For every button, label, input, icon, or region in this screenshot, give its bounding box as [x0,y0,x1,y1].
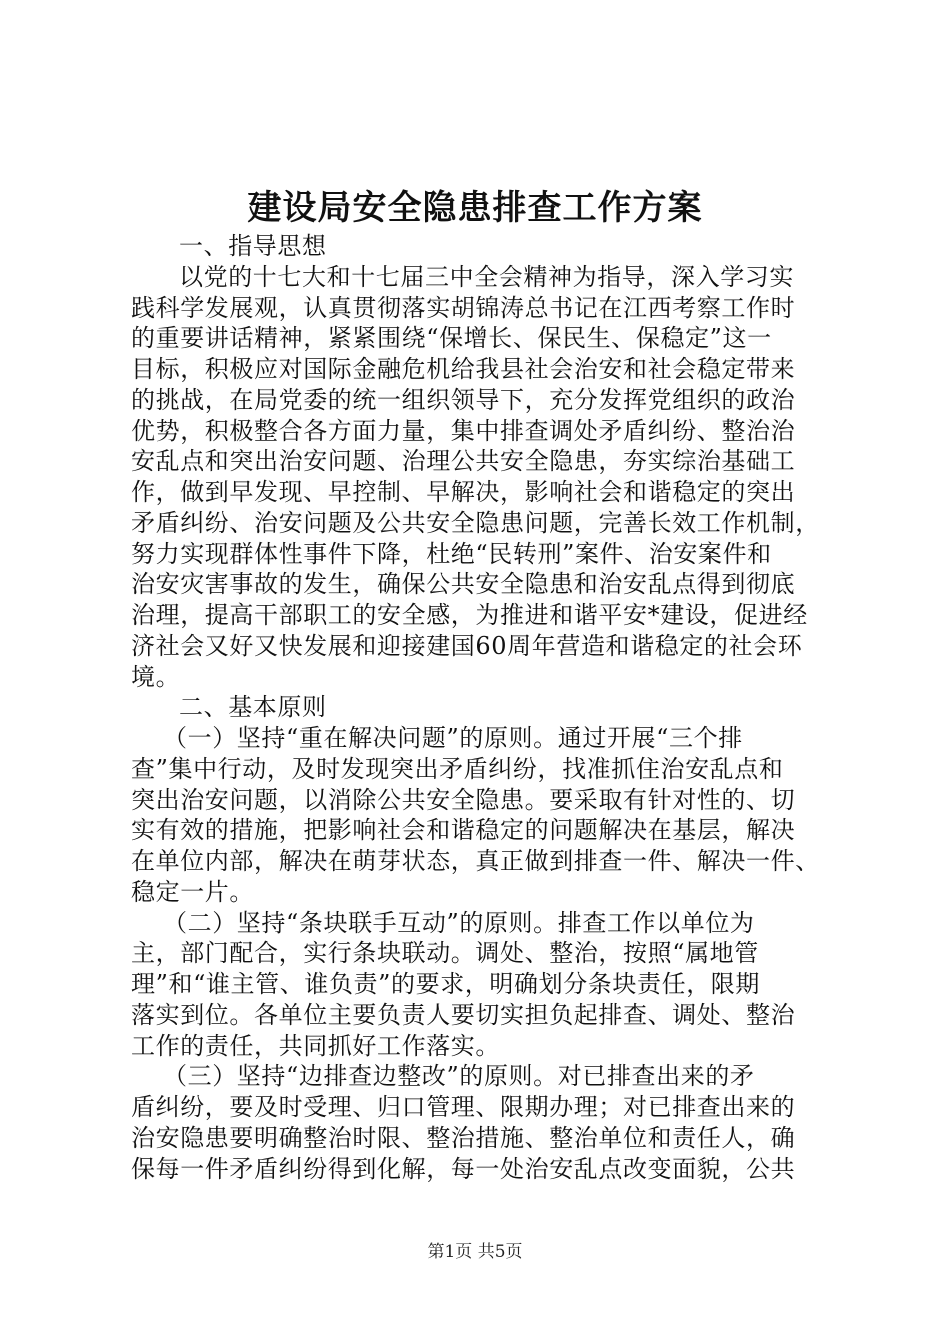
paragraph-line: （二）坚持“条块联手互动”的原则。排查工作以单位为 [163,908,755,937]
document-title: 建设局安全隐患排查工作方案 [247,188,703,228]
paragraph-line: 治安隐患要明确整治时限、整治措施、整治单位和责任人，确 [131,1123,796,1152]
paragraph-line: 安乱点和突出治安问题、治理公共安全隐患，夯实综治基础工 [131,447,796,476]
paragraph-line: 矛盾纠纷、治安问题及公共安全隐患问题，完善长效工作机制， [131,508,820,537]
section-heading-basic-principles: 二、基本原则 [179,693,327,722]
paragraph-line: 的挑战，在局党委的统一组织领导下，充分发挥党组织的政治 [131,385,796,414]
paragraph-line: 工作的责任，共同抓好工作落实。 [131,1031,500,1060]
paragraph-line: 治理，提高干部职工的安全感，为推进和谐平安*建设，促进经 [131,601,808,629]
paragraph-line: 在单位内部，解决在萌芽状态，真正做到排查一件、解决一件、 [131,847,820,875]
paragraph-line: 盾纠纷，要及时受理、归口管理、限期办理；对已排查出来的 [131,1093,796,1121]
paragraph-line: 作，做到早发现、早控制、早解决，影响社会和谐稳定的突出 [131,478,796,506]
paragraph-line: 理”和“谁主管、谁负责”的要求，明确划分条块责任，限期 [131,970,761,998]
paragraph-line: （三）坚持“边排查边整改”的原则。对已排查出来的矛 [163,1062,755,1091]
paragraph-line: 目标，积极应对国际金融危机给我县社会治安和社会稳定带来 [131,355,796,383]
paragraph-line: 优势，积极整合各方面力量，集中排查调处矛盾纠纷、整治治 [131,416,796,445]
paragraph-line: 保每一件矛盾纠纷得到化解，每一处治安乱点改变面貌，公共 [131,1154,796,1183]
paragraph-line: 查”集中行动，及时发现突出矛盾纠纷，找准抓住治安乱点和 [131,754,784,783]
section-heading-guiding-thought: 一、指导思想 [179,232,327,260]
paragraph-line: 主，部门配合，实行条块联动。调处、整治，按照“属地管 [131,939,759,968]
paragraph-line: 济社会又好又快发展和迎接建国60周年营造和谐稳定的社会环 [131,631,803,660]
paragraph-line: 落实到位。各单位主要负责人要切实担负起排查、调处、整治 [131,1000,796,1029]
paragraph-line: 突出治安问题，以消除公共安全隐患。要采取有针对性的、切 [131,785,796,814]
paragraph-line: 以党的十七大和十七届三中全会精神为指导，深入学习实 [179,262,794,291]
paragraph-line: 治安灾害事故的发生，确保公共安全隐患和治安乱点得到彻底 [131,570,796,599]
page-number-footer: 第1页 共5页 [427,1242,523,1262]
paragraph-line: 践科学发展观，认真贯彻落实胡锦涛总书记在江西考察工作时 [131,293,796,322]
paragraph-line: 境。 [131,662,181,691]
paragraph-line: 实有效的措施，把影响社会和谐稳定的问题解决在基层，解决 [131,816,796,845]
paragraph-line: 的重要讲话精神，紧紧围绕“保增长、保民生、保稳定”这一 [131,324,772,353]
paragraph-line: 稳定一片。 [131,877,254,906]
paragraph-line: 努力实现群体性事件下降，杜绝“民转刑”案件、治安案件和 [131,539,772,568]
document-body [131,231,851,1184]
paragraph-line: （一）坚持“重在解决问题”的原则。通过开展“三个排 [163,724,743,752]
